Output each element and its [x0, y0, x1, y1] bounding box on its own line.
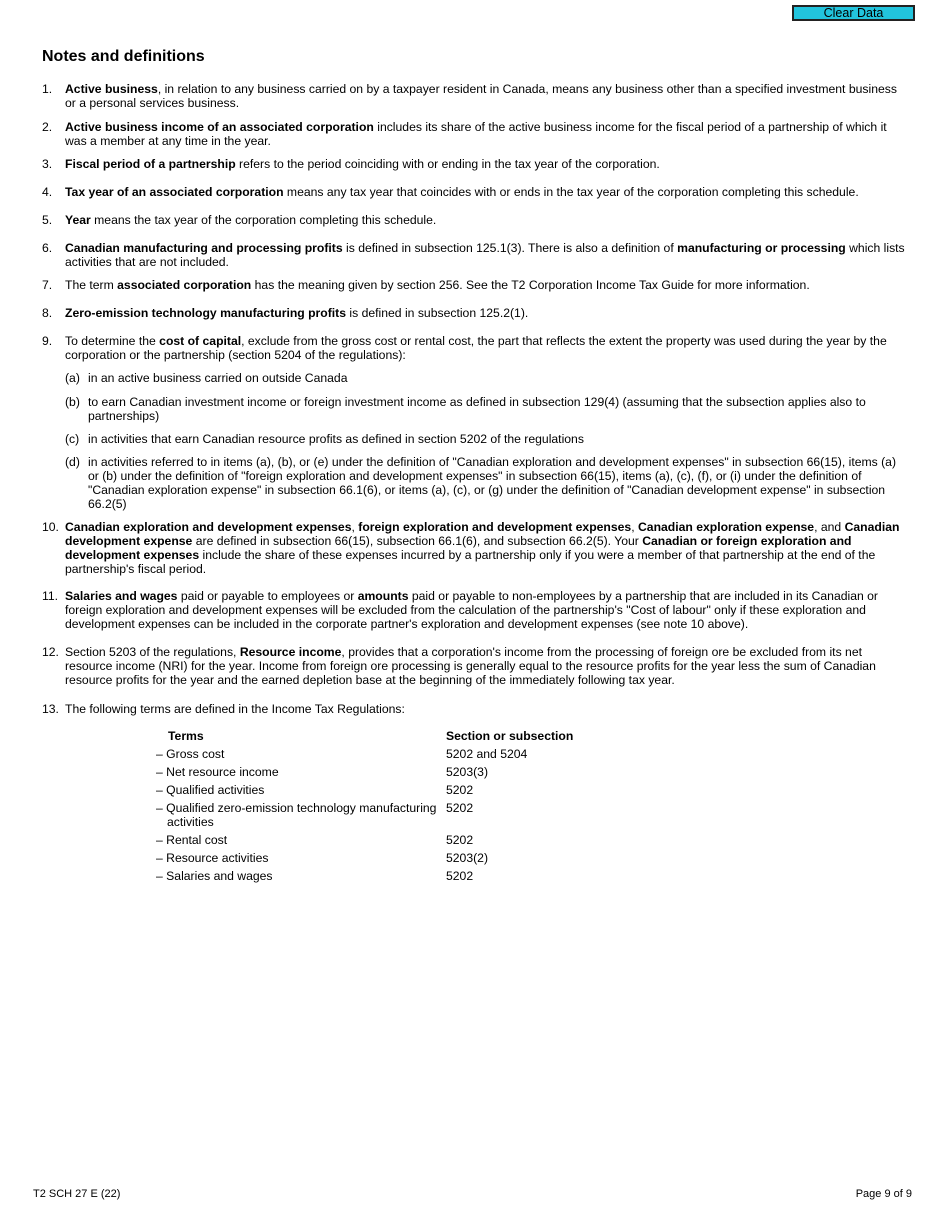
table-row [156, 765, 616, 783]
note-number: 9. [42, 334, 53, 348]
note-text [65, 241, 907, 269]
term-cell: – Resource activities [156, 851, 269, 865]
page-number: Page 9 of 9 [855, 1188, 912, 1200]
note-number: 4. [42, 185, 53, 199]
table-row [156, 801, 616, 833]
defined-term: Canadian exploration expense [637, 520, 815, 534]
note-1 [42, 82, 907, 110]
page-title: Notes and definitions [42, 48, 205, 65]
note-text-segment: are defined in subsection 66(15), subsection 66.1(6), and subsection 66.2(5). Your [192, 534, 643, 548]
table-row [156, 851, 616, 869]
note-text [65, 702, 907, 716]
note-text-segment: The term [65, 278, 118, 292]
note-number: 13. [42, 702, 59, 716]
defined-term: Canadian development expense [65, 520, 900, 548]
note-number: 11. [42, 589, 59, 603]
note-text-segment: is defined in subsection 125.1(3). There is also a definition of [342, 241, 678, 255]
defined-term: Year [65, 213, 91, 227]
note-text-segment: , in relation to any business carried on by a taxpayer resident in Canada, means any business other than a specified investment business or a personal services business. [65, 82, 897, 110]
note-number: 7. [42, 278, 53, 292]
note-number: 10. [42, 520, 59, 534]
note-number: 5. [42, 213, 53, 227]
note-text-segment: paid or payable to employees or [177, 589, 358, 603]
note-text [65, 213, 907, 227]
note-13 [42, 702, 907, 716]
note-text-segment: which lists activities that are not included. [65, 241, 905, 269]
defined-term: Fiscal period of a partnership [65, 157, 236, 171]
defined-term: associated corporation [117, 278, 252, 292]
table-row [156, 747, 616, 765]
defined-term: Canadian exploration and development expenses [65, 520, 352, 534]
section-cell: 5202 [446, 783, 474, 797]
terms-header: Terms [168, 729, 204, 743]
note-text-segment: , provides that a corporation's income from the processing of foreign ore be excluded from its net resource income (NRI) for the year. Income from foreign ore processing is generally equal to the resource profits for the year less the sum of Canadian resource profits for the year and the earned depletion base at the beginning of the immediately following tax year. [65, 645, 876, 687]
defined-term: Canadian or foreign exploration and development expenses [65, 534, 852, 562]
defined-term: manufacturing or processing [677, 241, 846, 255]
note-text-segment: The following terms are defined in the Income Tax Regulations: [65, 702, 405, 716]
note-9-subitem [65, 395, 900, 423]
note-text [65, 278, 907, 292]
terms-table [156, 729, 616, 887]
note-11 [42, 589, 907, 631]
note-number: 3. [42, 157, 53, 171]
subitem-letter: (d) [65, 455, 80, 469]
subitem-text: to earn Canadian investment income or foreign investment income as defined in subsection 129(4) (assuming that the subsection applies also to partnerships) [88, 395, 866, 423]
note-text-segment: has the meaning given by section 256. See the T2 Corporation Income Tax Guide for more information. [251, 278, 810, 292]
note-8 [42, 306, 907, 320]
note-text-segment: includes its share of the active business income for the fiscal period of a partnership of which it was a member at any time in the year. [65, 120, 887, 148]
note-text-segment: , exclude from the gross cost or rental cost, the part that reflects the extent the property was used during the year by the corporation or the partnership (section 5204 of the regulations): [65, 334, 887, 362]
defined-term: amounts [357, 589, 409, 603]
note-number: 8. [42, 306, 53, 320]
note-text-segment: Section 5203 of the regulations, [65, 645, 240, 659]
defined-term: Resource income [239, 645, 342, 659]
note-text [65, 306, 907, 320]
note-text-segment: means the tax year of the corporation completing this schedule. [90, 213, 437, 227]
note-text-segment: means any tax year that coincides with or ends in the tax year of the corporation completing this schedule. [283, 185, 859, 199]
note-5 [42, 213, 907, 227]
note-text [65, 334, 907, 362]
note-text [65, 185, 907, 199]
section-cell: 5202 [446, 801, 474, 815]
section-cell: 5202 [446, 869, 474, 883]
note-4 [42, 185, 907, 199]
defined-term: foreign exploration and development expenses [358, 520, 632, 534]
note-9 [42, 334, 907, 362]
section-header: Section or subsection [446, 729, 574, 743]
subitem-letter: (a) [65, 371, 80, 385]
note-text-segment: include the share of these expenses incurred by a partnership only if you were a member of that partnership at the end of the partnership's fiscal period. [65, 548, 876, 576]
section-cell: 5202 [446, 833, 474, 847]
note-text [65, 589, 907, 631]
term-cell: – Gross cost [156, 747, 225, 761]
term-cell: – Qualified zero-emission technology manufacturing activities [156, 801, 437, 829]
clear-data-button[interactable]: Clear Data [792, 5, 915, 21]
note-3 [42, 157, 907, 171]
note-text-segment: To determine the [65, 334, 160, 348]
subitem-letter: (b) [65, 395, 80, 409]
note-7 [42, 278, 907, 292]
note-text-segment: paid or payable to non-employees by a partnership that are included in its Canadian or foreign exploration and development expenses will be excluded from the calculation of the partnership's "Cost of labour" only if these exploration and development expenses can be included in the corporate partner's exploration and development expenses (see note 10 above). [65, 589, 878, 631]
note-number: 12. [42, 645, 59, 659]
term-cell: – Salaries and wages [156, 869, 273, 883]
note-number: 1. [42, 82, 53, 96]
table-row [156, 783, 616, 801]
defined-term: Salaries and wages [65, 589, 178, 603]
note-text-segment: is defined in subsection 125.2(1). [346, 306, 529, 320]
note-text-segment: , and [814, 520, 845, 534]
terms-table-header [156, 729, 616, 747]
note-12 [42, 645, 907, 687]
term-cell: – Net resource income [156, 765, 279, 779]
subitem-letter: (c) [65, 432, 80, 446]
defined-term: Canadian manufacturing and processing profits [65, 241, 343, 255]
note-text [65, 157, 907, 171]
section-cell: 5203(2) [446, 851, 489, 865]
note-text-segment: , [631, 520, 638, 534]
section-cell: 5202 and 5204 [446, 747, 528, 761]
term-cell: – Qualified activities [156, 783, 265, 797]
note-number: 6. [42, 241, 53, 255]
subitem-text: in an active business carried on outside Canada [88, 371, 348, 385]
note-text [65, 120, 907, 148]
note-number: 2. [42, 120, 53, 134]
subitem-text: in activities referred to in items (a), (b), or (e) under the definition of "Canadian exploration and development expenses" in subsection 66(15), items (a) or (b) under the definition of "foreign exploration and development expenses" in subsection 66(15), items (a), (c), (f), or (i) under the definition of "Canadian exploration expense" in subsection 66.1(6), or items (a), (c), or (g) under the definition of "Canadian development expense" in subsection 66.2(5) [88, 455, 897, 511]
table-row [156, 869, 616, 887]
note-text [65, 520, 907, 576]
note-2 [42, 120, 907, 148]
note-text [65, 82, 907, 110]
subitem-text: in activities that earn Canadian resource profits as defined in section 5202 of the regulations [88, 432, 584, 446]
defined-term: Active business [65, 82, 158, 96]
note-text-segment: refers to the period coinciding with or ending in the tax year of the corporation. [235, 157, 660, 171]
note-9-subitem [65, 455, 900, 511]
section-cell: 5203(3) [446, 765, 489, 779]
note-6 [42, 241, 907, 269]
note-9-subitem [65, 371, 900, 385]
table-row [156, 833, 616, 851]
defined-term: Tax year of an associated corporation [65, 185, 284, 199]
form-id: T2 SCH 27 E (22) [33, 1188, 121, 1200]
note-text [65, 645, 907, 687]
defined-term: Zero-emission technology manufacturing profits [65, 306, 347, 320]
defined-term: Active business income of an associated corporation [65, 120, 374, 134]
term-cell: – Rental cost [156, 833, 228, 847]
defined-term: cost of capital [159, 334, 242, 348]
note-10 [42, 520, 907, 576]
note-9-subitem [65, 432, 900, 446]
note-text-segment: , [351, 520, 359, 534]
